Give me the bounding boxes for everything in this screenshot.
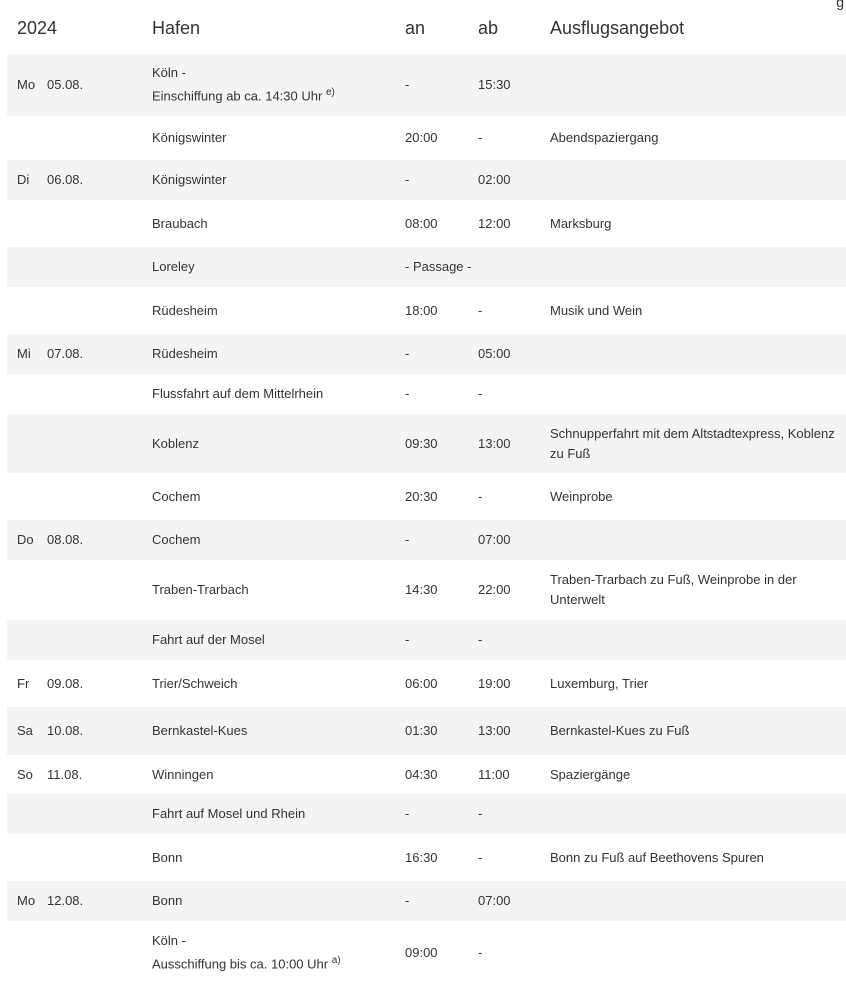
arrival-cell: - [405, 520, 478, 560]
header-departure: ab [478, 18, 499, 38]
departure-cell: 07:00 [478, 520, 550, 560]
port-note: Einschiffung ab ca. 14:30 Uhr [152, 88, 323, 104]
port-cell [152, 247, 405, 287]
table-row [7, 116, 846, 160]
port-cell [152, 834, 405, 881]
excursion-cell [550, 247, 846, 287]
date: 12.08. [47, 893, 84, 908]
excursion-cell: Musik und Wein [550, 302, 643, 318]
weekday: Mo [17, 893, 36, 908]
date-cell [7, 116, 152, 160]
port-name: Cochem [152, 532, 201, 547]
date: 05.08. [47, 77, 84, 92]
departure-cell: 07:00 [478, 881, 550, 921]
port-cell [152, 414, 405, 473]
port-cell [152, 374, 405, 414]
date-cell [7, 560, 152, 620]
excursion-cell [550, 921, 846, 985]
excursion-cell [550, 794, 846, 834]
departure-cell: - [478, 130, 483, 145]
port-name: Köln - [152, 65, 186, 81]
table-row [7, 755, 846, 794]
port-cell [152, 287, 405, 334]
port-cell [152, 881, 405, 921]
clipped-text-fragment: g [836, 0, 844, 10]
table-row [7, 54, 846, 116]
arrival-cell: 08:00 [405, 215, 438, 231]
port-cell [152, 200, 405, 247]
port-cell [152, 620, 405, 660]
date: 07.08. [47, 346, 84, 361]
date: 09.08. [47, 675, 84, 691]
arrival-cell: - [405, 54, 478, 116]
port-cell [152, 473, 405, 520]
table-row [7, 160, 846, 200]
table-row [7, 921, 846, 985]
arrival-cell: - [405, 620, 478, 660]
departure-cell: - [478, 302, 483, 318]
date-cell [7, 921, 152, 985]
excursion-cell [550, 620, 846, 660]
excursion-cell [550, 374, 846, 414]
departure-cell: - [478, 620, 550, 660]
date-cell [7, 794, 152, 834]
table-row [7, 560, 846, 620]
port-name: Rüdesheim [152, 346, 218, 361]
date-cell [7, 473, 152, 520]
date-cell [7, 54, 152, 116]
port-name: Traben-Trarbach [152, 582, 249, 597]
arrival-cell: 01:30 [405, 707, 478, 755]
arrival-cell: - [405, 794, 478, 834]
date-cell [7, 520, 152, 560]
excursion-cell: Traben-Trarbach zu Fuß, Weinprobe in der Unterwelt [550, 572, 797, 607]
excursion-cell [550, 160, 846, 200]
header-port: Hafen [152, 18, 201, 38]
departure-cell: 19:00 [478, 675, 511, 691]
excursion-cell: Spaziergänge [550, 766, 631, 782]
port-cell [152, 334, 405, 374]
date-cell [7, 755, 152, 794]
table-row [7, 660, 846, 707]
date-cell [7, 287, 152, 334]
passage-cell [405, 247, 550, 287]
arrival-cell: 14:30 [405, 582, 438, 597]
port-cell [152, 54, 405, 116]
header-year: 2024 [17, 18, 58, 38]
port-name: Koblenz [152, 435, 199, 451]
weekday: Do [17, 532, 34, 547]
port-cell [152, 520, 405, 560]
footnote-marker: a) [331, 955, 341, 967]
port-name: Königswinter [152, 130, 227, 145]
date-cell [7, 707, 152, 755]
excursion-cell: Bonn zu Fuß auf Beethovens Spuren [550, 849, 764, 865]
passage-text: - Passage - [405, 259, 472, 274]
date-cell [7, 334, 152, 374]
excursion-cell [550, 54, 846, 116]
port-name: Winningen [152, 766, 214, 782]
port-name: Trier/Schweich [152, 675, 238, 691]
arrival-cell: 04:30 [405, 766, 438, 782]
table-row [7, 200, 846, 247]
date: 08.08. [47, 532, 84, 547]
date-cell [7, 374, 152, 414]
port-name: Bonn [152, 849, 183, 865]
port-cell [152, 116, 405, 160]
departure-cell: 02:00 [478, 160, 550, 200]
header-arrival: an [405, 18, 426, 38]
port-cell [152, 755, 405, 794]
port-name: Bernkastel-Kues [152, 723, 248, 738]
arrival-cell: 16:30 [405, 849, 438, 865]
header-excursion: Ausflugsangebot [550, 18, 685, 38]
weekday: Mo [17, 77, 36, 92]
arrival-cell: - [405, 386, 410, 401]
arrival-cell: - [405, 881, 478, 921]
table-row [7, 247, 846, 287]
port-name: Königswinter [152, 172, 227, 187]
departure-cell: - [478, 386, 483, 401]
weekday: Di [17, 172, 30, 187]
date: 10.08. [47, 723, 84, 738]
excursion-cell: Luxemburg, Trier [550, 675, 649, 691]
excursion-cell: Abendspaziergang [550, 130, 659, 145]
departure-cell: 11:00 [478, 766, 510, 782]
date: 11.08. [47, 766, 83, 782]
date-cell [7, 620, 152, 660]
port-name: Cochem [152, 488, 201, 504]
weekday: So [17, 766, 33, 782]
weekday: Mi [17, 346, 31, 361]
excursion-cell [550, 520, 846, 560]
departure-cell: 12:00 [478, 215, 511, 231]
excursion-cell: Schnupperfahrt mit dem Altstadtexpress, Koblenz zu Fuß [550, 414, 846, 473]
port-name: Loreley [152, 259, 195, 274]
departure-cell: 13:00 [478, 414, 550, 473]
date-cell [7, 881, 152, 921]
port-name: Fahrt auf der Mosel [152, 632, 265, 647]
port-name: Braubach [152, 215, 208, 231]
port-cell [152, 794, 405, 834]
table-row [7, 334, 846, 374]
date-cell [7, 200, 152, 247]
departure-cell: 22:00 [478, 582, 511, 597]
departure-cell: 13:00 [478, 707, 550, 755]
departure-cell: 05:00 [478, 334, 550, 374]
port-cell [152, 707, 405, 755]
arrival-cell: 06:00 [405, 675, 438, 691]
arrival-cell: 20:00 [405, 130, 438, 145]
table-row [7, 414, 846, 473]
excursion-cell: Bernkastel-Kues zu Fuß [550, 707, 846, 755]
date: 06.08. [47, 172, 84, 187]
arrival-cell: 09:30 [405, 414, 478, 473]
arrival-cell: 09:00 [405, 945, 438, 960]
excursion-cell [550, 334, 846, 374]
port-cell [152, 660, 405, 707]
date-cell [7, 247, 152, 287]
arrival-cell: - [405, 334, 478, 374]
departure-cell: - [478, 488, 483, 504]
arrival-cell: 20:30 [405, 488, 438, 504]
table-row [7, 707, 846, 755]
table-row [7, 794, 846, 834]
table-row [7, 520, 846, 560]
date-cell [7, 414, 152, 473]
table-row [7, 473, 846, 520]
table-row [7, 287, 846, 334]
departure-cell: - [478, 849, 483, 865]
table-row [7, 620, 846, 660]
excursion-cell [550, 881, 846, 921]
date-cell [7, 660, 152, 707]
table-header [0, 0, 846, 53]
date-cell [7, 834, 152, 881]
itinerary-table [7, 54, 846, 985]
table-row [7, 374, 846, 414]
arrival-cell: 18:00 [405, 302, 438, 318]
arrival-cell: - [405, 160, 478, 200]
excursion-cell: Marksburg [550, 215, 612, 231]
port-name: Köln - [152, 933, 186, 949]
table-row [7, 881, 846, 921]
port-name: Rüdesheim [152, 302, 218, 318]
departure-cell: 15:30 [478, 54, 550, 116]
port-name: Bonn [152, 893, 183, 908]
table-row [7, 834, 846, 881]
excursion-cell: Weinprobe [550, 488, 613, 504]
departure-cell: - [478, 945, 483, 960]
port-cell [152, 921, 405, 985]
port-note: Ausschiffung bis ca. 10:00 Uhr [152, 956, 329, 972]
port-cell [152, 560, 405, 620]
footnote-marker: e) [325, 87, 335, 99]
weekday: Fr [17, 675, 30, 691]
date-cell [7, 160, 152, 200]
port-name: Flussfahrt auf dem Mittelrhein [152, 386, 324, 401]
weekday: Sa [17, 723, 33, 738]
departure-cell: - [478, 794, 550, 834]
port-cell [152, 160, 405, 200]
port-name: Fahrt auf Mosel und Rhein [152, 806, 306, 821]
